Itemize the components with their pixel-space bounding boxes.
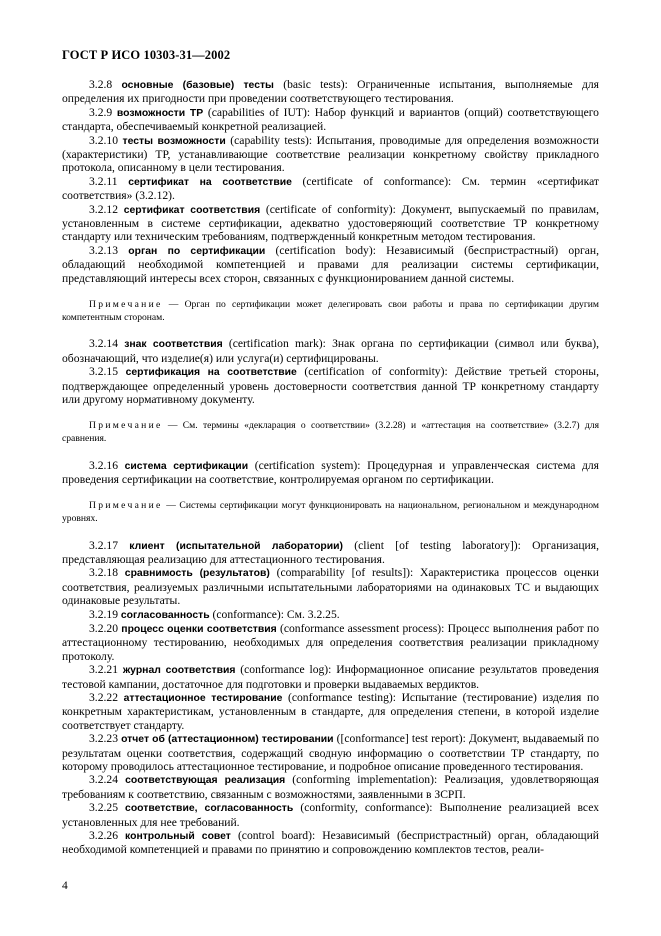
term-entry: 3.2.21 журнал соответствия (conformance log): Информационное описание результатов проведения тестовой кампании, достаточное для подготовки и проверки выдаваемых вердиктов.: [62, 663, 600, 691]
term-entry: 3.2.14 знак соответствия (certification mark): Знак органа по сертификации (символ или буква), обозначающий, что изделие(я) или услуга(и) сертифицированы.: [62, 337, 599, 365]
term-entry: 3.2.11 сертификат на соответствие (certificate of conformance): См. термин «сертификат соответствия» (3.2.12).: [62, 174, 599, 203]
note-label: Примечание: [89, 500, 163, 512]
note-label: Примечание: [89, 420, 163, 432]
term-entry: 3.2.8 основные (базовые) тесты (basic tests): Ограниченные испытания, выполняемые для определения их пригодности при проведении соответствующего тестирования.: [62, 78, 599, 106]
term-entry: 3.2.19 согласованность (conformance): См. 3.2.25.: [89, 607, 340, 621]
term-entry: 3.2.16 система сертификации (certification system): Процедурная и управленческая система для проведения сертификации на соответствие, контролируемая органом по сертификации.: [62, 458, 599, 486]
page-number: 4: [62, 880, 68, 892]
term-entry: 3.2.18 сравнимость (результатов) (comparability [of results]): Характеристика процессов оценки соответствия, реализуемых различными испытательными лабораториями на одинаковых ТС и выдающих одинаковые результаты.: [62, 566, 599, 608]
term-entry: 3.2.20 процесс оценки соответствия (conformance assessment process): Процесс выполнения работ по аттестационному тестированию, необходимых для определения соответствия реализации прикладному протоколу.: [62, 621, 599, 663]
note: Примечание — Системы сертификации могут функционировать на национальном, региональном и международном уровнях.: [62, 500, 599, 524]
term-entry: 3.2.22 аттестационное тестирование (conformance testing): Испытание (тестирование) изделия по конкретным характеристикам, установленным в стандарте, для определения степени, в которой изделие соответствует стандарту.: [62, 690, 599, 732]
term-entry: 3.2.25 соответствие, согласованность (conformity, conformance): Выполнение реализацией всех установленных для нее требований.: [62, 801, 600, 829]
term-entry: 3.2.24 соответствующая реализация (conforming implementation): Реализация, удовлетворяющая требованиям к соответствию, связанным с возможностями, заявленными в ЗСРП.: [62, 773, 599, 801]
term-entry: 3.2.23 отчет об (аттестационном) тестировании ([conformance] test report): Документ, выдаваемый по результатам оценки соответствия, содержащий сводную информацию о соответствии ТР стандарту, по которому проводилось аттестационное тестирование, и подробное описание проведенного тестирования.: [62, 732, 599, 773]
term-entry: 3.2.26 контрольный совет (control board): Независимый (беспристрастный) орган, обладающий необходимой компетенцией и правами по принятию и сопровождению комплектов тестов, реали-: [62, 829, 599, 857]
term-entry: 3.2.13 орган по сертификации (certification body): Независимый (беспристрастный) орган, обладающий необходимой компетенцией и правами для реализации системы сертификации, представляющий интересы всех сторон, связанных с функционированием данной системы.: [62, 243, 599, 285]
document-body: [62, 78, 599, 857]
term-entry: 3.2.10 тесты возможности (capability tests): Испытания, проводимые для определения возможности (характеристики) ТР, устанавливающие соответствие реализации конкретному свойству прикладного протокола, описанному в цели тестирования.: [62, 133, 600, 175]
note-label: Примечание: [89, 299, 163, 311]
term-entry: 3.2.17 клиент (испытательной лаборатории) (client [of testing laboratory]): Организация, представляющая реализацию для аттестационного тестирования.: [62, 538, 599, 566]
note: Примечание — См. термины «декларация о соответствии» (3.2.28) и «аттестация на соответствие» (3.2.7) для сравнения.: [62, 420, 599, 444]
term-entry: 3.2.15 сертификация на соответствие (certification of conformity): Действие третьей стороны, подтверждающее определенный уровень достоверности соответствия данной ТР конкретному стандарту или другому нормативному документу.: [62, 365, 600, 406]
note: Примечание — Орган по сертификации может делегировать свои работы и права по сертификации другим компетентным сторонам.: [62, 299, 599, 323]
page-header: ГОСТ Р ИСО 10303-31—2002: [62, 48, 231, 62]
term-entry: 3.2.12 сертификат соответствия (certificate of conformity): Документ, выпускаемый по правилам, установленным в системе сертификации, адекватно удостоверяющий соответствие ТР конкретному стандарту или техническим требованиям, подтвержденный конкретным методом тестирования.: [62, 202, 600, 244]
term-entry: 3.2.9 возможности ТР (capabilities of IUT): Набор функций и вариантов (опций) соответствующего стандарта, обеспечиваемый конкретной реализацией.: [62, 105, 599, 134]
